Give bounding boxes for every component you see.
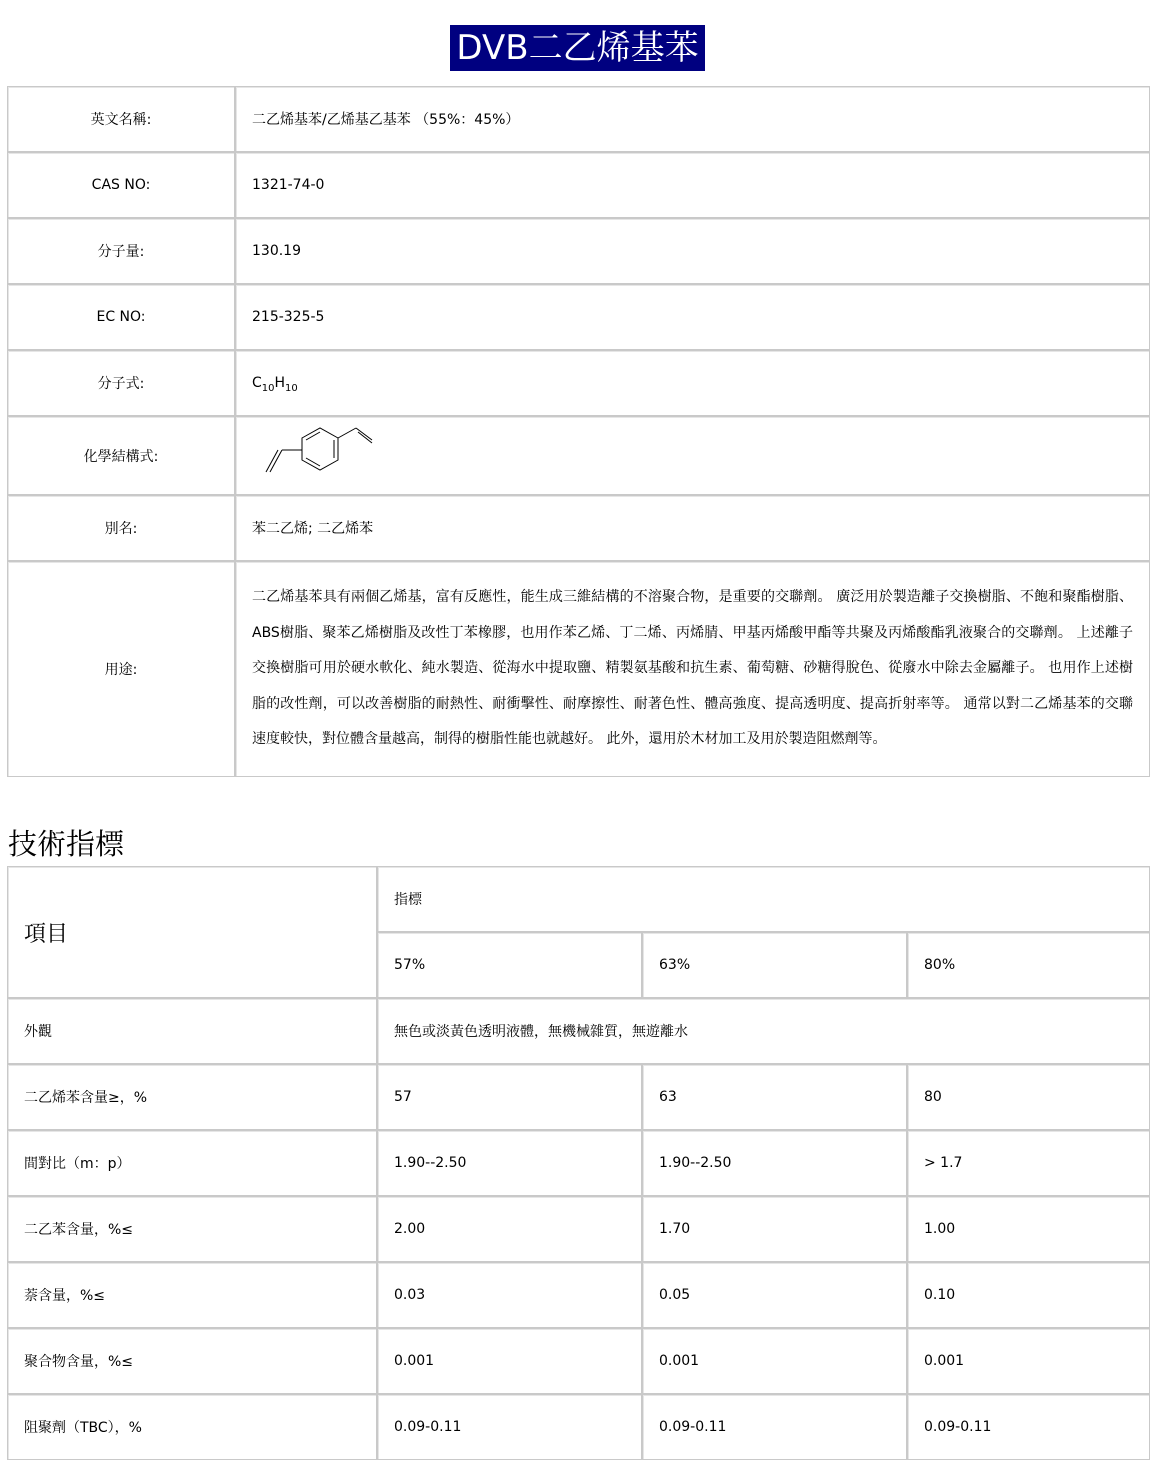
- grade-header: 80%: [907, 932, 1150, 998]
- page-title: DVB二乙烯基苯: [450, 25, 704, 71]
- info-value: 二乙烯基苯/乙烯基乙基苯 （55%：45%）: [235, 86, 1150, 152]
- spec-value: 0.10: [907, 1262, 1150, 1328]
- spec-label: 二乙苯含量，%≤: [7, 1196, 377, 1262]
- spec-value: 2.00: [377, 1196, 642, 1262]
- info-label: 分子式:: [7, 350, 235, 416]
- info-row-ec: [7, 284, 1150, 350]
- info-value: 215-325-5: [235, 284, 1150, 350]
- info-row-english-name: [7, 86, 1150, 152]
- info-table: [7, 86, 1150, 777]
- info-row-cas: [7, 152, 1150, 218]
- spec-row-appearance: [7, 998, 1150, 1064]
- formula-h-subscript: 10: [285, 383, 298, 394]
- formula-c: C: [252, 375, 262, 391]
- info-label: 分子量:: [7, 218, 235, 284]
- spec-row: [7, 1262, 1150, 1328]
- spec-value: 1.00: [907, 1196, 1150, 1262]
- spec-value: 1.90--2.50: [642, 1130, 907, 1196]
- spec-label: 二乙烯苯含量≥，%: [7, 1064, 377, 1130]
- spec-value: 0.09-0.11: [642, 1394, 907, 1460]
- structure-cell: [235, 416, 1150, 495]
- spec-row: [7, 1130, 1150, 1196]
- item-header: 項目: [7, 866, 377, 998]
- chemical-structure-diagram: [252, 426, 382, 486]
- info-row-formula: [7, 350, 1150, 416]
- spec-value: 0.001: [377, 1328, 642, 1394]
- spec-value: 0.001: [642, 1328, 907, 1394]
- spec-value: 0.09-0.11: [377, 1394, 642, 1460]
- spec-table: [7, 866, 1150, 1460]
- info-label: 用途:: [7, 561, 235, 777]
- spec-value: 0.05: [642, 1262, 907, 1328]
- grade-header: 63%: [642, 932, 907, 998]
- formula-c-subscript: 10: [261, 383, 275, 394]
- info-row-alias: [7, 495, 1150, 561]
- spec-header-row: [7, 866, 1150, 932]
- index-header: 指標: [377, 866, 1150, 932]
- spec-value: 1.90--2.50: [377, 1130, 642, 1196]
- formula-h: H: [274, 375, 286, 391]
- info-value: 1321-74-0: [235, 152, 1150, 218]
- info-row-structure: [7, 416, 1150, 495]
- info-label: 化學結構式:: [7, 416, 235, 495]
- spec-value: 1.70: [642, 1196, 907, 1262]
- spec-value: > 1.7: [907, 1130, 1150, 1196]
- spec-label: 阻聚劑（TBC），%: [7, 1394, 377, 1460]
- info-label: 英文名稱:: [7, 86, 235, 152]
- info-label: 別名:: [7, 495, 235, 561]
- spec-value: 0.03: [377, 1262, 642, 1328]
- molecular-formula: [235, 350, 1150, 416]
- spec-row: [7, 1328, 1150, 1394]
- spec-value: 80: [907, 1064, 1150, 1130]
- spec-value: 0.09-0.11: [907, 1394, 1150, 1460]
- title-wrap: [0, 25, 1155, 71]
- spec-label: 間對比（m：p）: [7, 1130, 377, 1196]
- info-row-usage: [7, 561, 1150, 777]
- spec-label: 外觀: [7, 998, 377, 1064]
- spec-row: [7, 1196, 1150, 1262]
- info-row-molecular-weight: [7, 218, 1150, 284]
- spec-label: 聚合物含量，%≤: [7, 1328, 377, 1394]
- spec-label: 萘含量，%≤: [7, 1262, 377, 1328]
- info-label: EC NO:: [7, 284, 235, 350]
- info-value: 苯二乙烯; 二乙烯苯: [235, 495, 1150, 561]
- usage-text: 二乙烯基苯具有兩個乙烯基，富有反應性，能生成三維結構的不溶聚合物，是重要的交聯劑。 廣泛用於製造離子交換樹脂、不飽和聚酯樹脂、ABS樹脂、聚苯乙烯樹脂及改性丁苯橡膠，也用作苯乙烯、丁二烯、丙烯腈、甲基丙烯酸甲酯等共聚及丙烯酸酯乳液聚合的交聯劑。 上述離子交換樹脂可用於硬水軟化、純水製造、從海水中提取鹽、精製氨基酸和抗生素、葡萄糖、砂糖得脫色、從廢水中除去金屬離子。 也用作上述樹脂的改性劑，可以改善樹脂的耐熱性、耐衝擊性、耐摩擦性、耐著色性、體高強度、提高透明度、提高折射率等。 通常以對二乙烯基苯的交聯速度較快，對位體含量越高，制得的樹脂性能也就越好。 此外，還用於木材加工及用於製造阻燃劑等。: [235, 561, 1150, 777]
- grade-header: 57%: [377, 932, 642, 998]
- info-label: CAS NO:: [7, 152, 235, 218]
- spec-row: [7, 1064, 1150, 1130]
- spec-value: 63: [642, 1064, 907, 1130]
- section-title: 技術指標: [8, 827, 125, 861]
- info-value: 130.19: [235, 218, 1150, 284]
- spec-row: [7, 1394, 1150, 1460]
- spec-value: 無色或淡黃色透明液體，無機械雜質，無遊離水: [377, 998, 1150, 1064]
- spec-value: 57: [377, 1064, 642, 1130]
- spec-value: 0.001: [907, 1328, 1150, 1394]
